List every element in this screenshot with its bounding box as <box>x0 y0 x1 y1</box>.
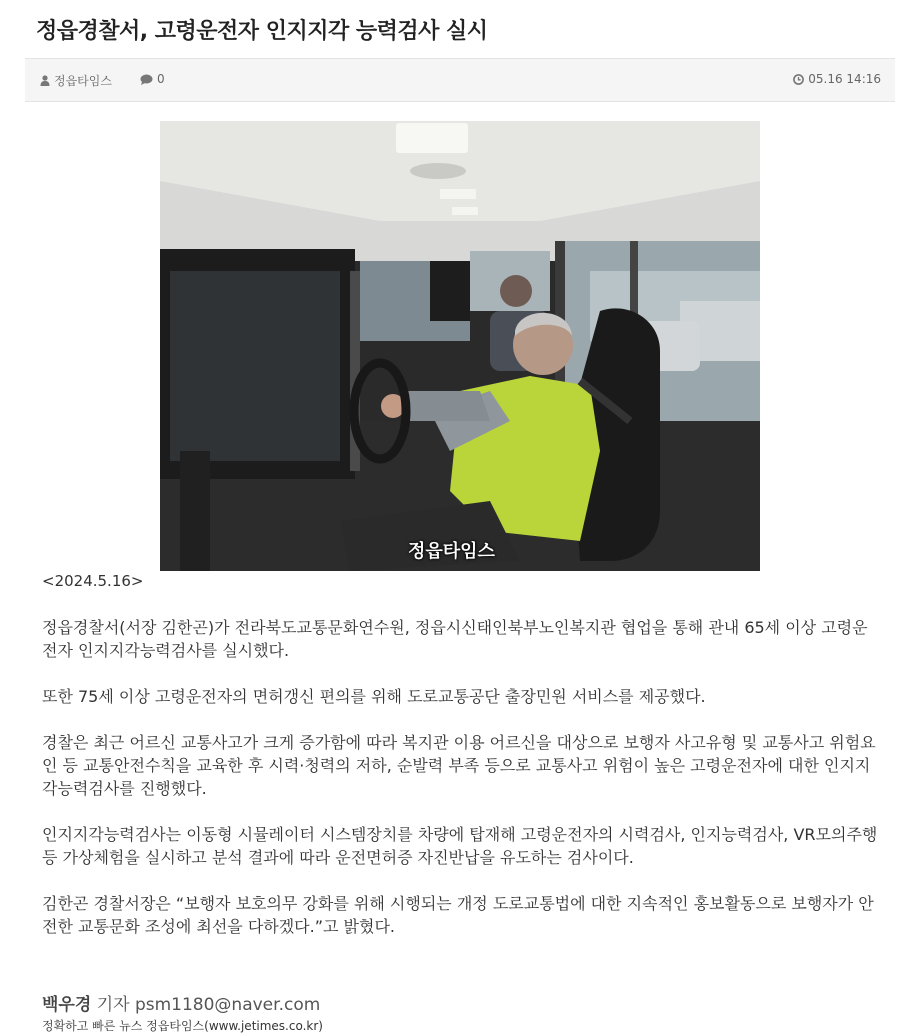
author-name[interactable]: 정읍타임스 <box>54 74 112 88</box>
article-photo <box>160 121 760 571</box>
article-paragraph: 김한곤 경찰서장은 “보행자 보호의무 강화를 위해 시행되는 개정 도로교통법에 대한 지속적인 홍보활동으로 보행자가 안전한 교통문화 조성에 최선을 다하겠다.”고 밝혔다. <box>42 894 874 936</box>
publish-datetime: 05.16 14:16 <box>808 72 881 86</box>
reporter-name: 백우경 <box>42 995 92 1015</box>
article-paragraph: 또한 75세 이상 고령운전자의 면허갱신 편의를 위해 도로교통공단 출장민원 서비스를 제공했다. <box>42 687 706 706</box>
comment-count[interactable]: 0 <box>157 72 165 86</box>
article-paragraph: 정읍경찰서(서장 김한곤)가 전라북도교통문화연수원, 정읍시신태인북부노인복지관 협업을 통해 관내 65세 이상 고령운전자 인지지각능력검사를 실시했다. <box>42 618 868 660</box>
photo-watermark: 정읍타임스 <box>408 541 495 562</box>
article-title: 정읍경찰서, 고령운전자 인지지각 능력검사 실시 <box>36 19 488 44</box>
publisher-note: 정확하고 빠른 뉴스 정읍타임스(www.jetimes.co.kr) <box>42 1019 323 1033</box>
reporter-role: 기자 <box>96 995 130 1015</box>
comment-info[interactable] <box>140 72 165 86</box>
reporter-byline <box>42 990 320 1015</box>
photo-caption-date: <2024.5.16> <box>42 572 144 590</box>
user-icon <box>40 75 50 86</box>
article-meta-bar <box>25 58 895 102</box>
publish-date <box>793 72 881 86</box>
article-paragraph: 인지지각능력검사는 이동형 시뮬레이터 시스템장치를 차량에 탑재해 고령운전자의 시력검사, 인지능력검사, VR모의주행 등 가상체험을 실시하고 분석 결과에 따라 운전면허증 자진반납을 유도하는 검사이다. <box>42 825 878 867</box>
author-info[interactable] <box>40 72 112 89</box>
reporter-email[interactable]: psm1180@naver.com <box>134 995 321 1015</box>
article-paragraph: 경찰은 최근 어르신 교통사고가 크게 증가함에 따라 복지관 이용 어르신을 대상으로 보행자 사고유형 및 교통사고 위험요인 등 교통안전수칙을 교육한 후 시력·청력의 저하, 순발력 부족 등으로 교통사고 위험이 높은 고령운전자에 대한 인지지각능력검사를 진행했다. <box>42 733 876 798</box>
comment-icon <box>140 74 153 85</box>
article-body <box>42 616 882 961</box>
clock-icon <box>793 74 804 85</box>
driving-simulator-photo <box>160 121 760 571</box>
